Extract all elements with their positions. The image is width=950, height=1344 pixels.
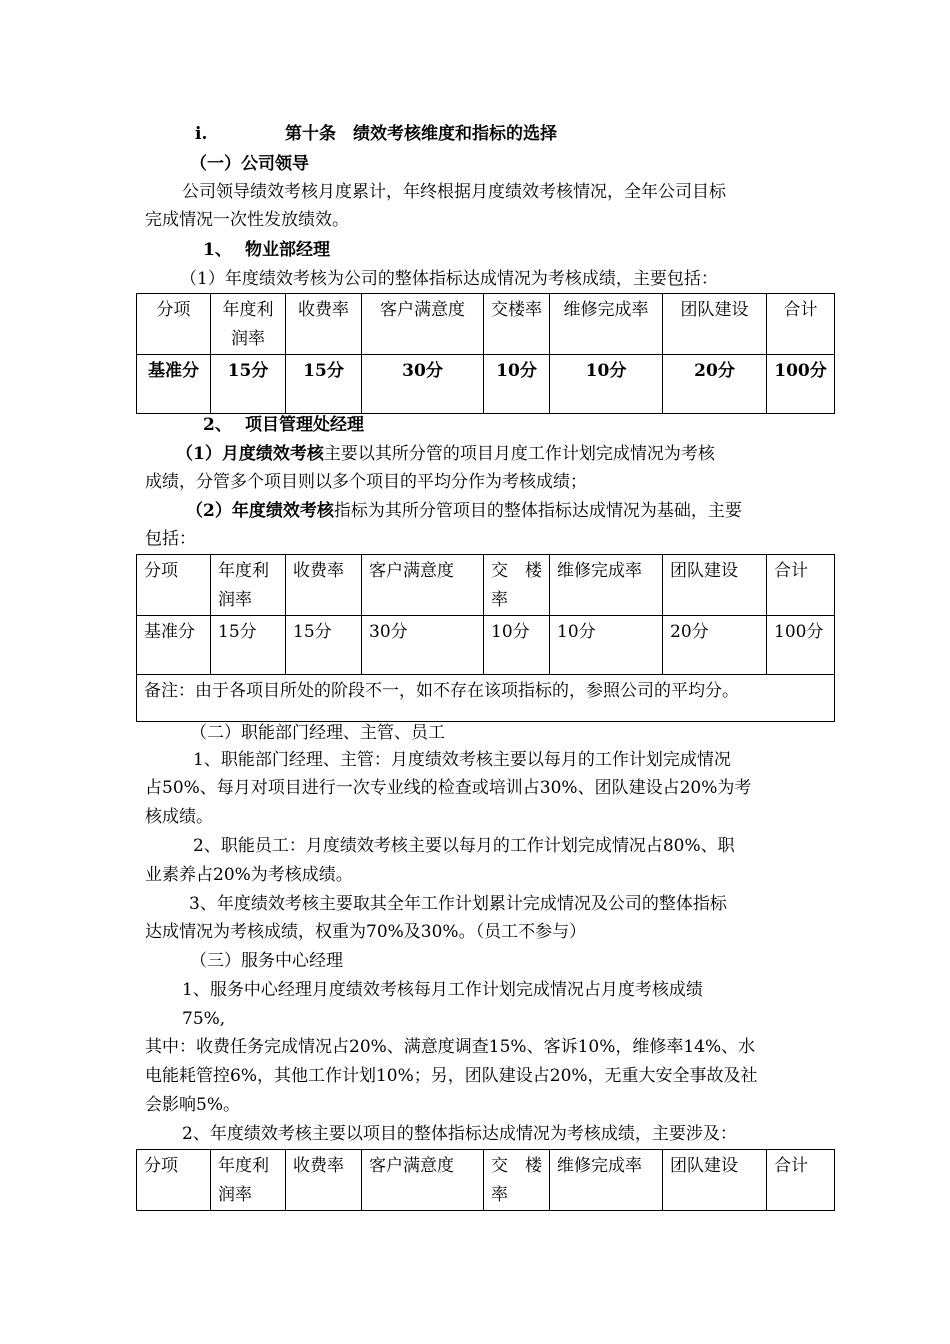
header-cell: 年度利润率 [211,555,286,616]
header-cell: 维修完成率 [550,294,663,355]
score-table-property-manager [136,293,835,414]
article-number: i. [195,124,208,144]
paragraph-text: 指标为其所分管项目的整体指标达成情况为基础，主要 [333,501,742,521]
bold-term: （2）年度绩效考核 [186,501,334,521]
score-cell: 15分 [286,616,362,675]
paragraph-line: 业素养占20%为考核成绩。 [145,865,353,885]
paragraph-line: 1、服务中心经理月度绩效考核每月工作计划完成情况占月度考核成绩 [182,980,703,1000]
score-cell: 10分 [550,616,663,675]
score-cell: 10分 [484,355,550,414]
paragraph-line: 成绩，分管多个项目则以多个项目的平均分作为考核成绩； [145,472,587,492]
paragraph-line [176,443,715,465]
paragraph-line: 电能耗管控6%，其他工作计划10%；另，团队建设占20%，无重大安全事故及社 [145,1066,758,1086]
paragraph-line: 包括： [145,529,196,549]
header-cell: 交 楼率 [484,1150,550,1211]
score-cell: 100分 [767,616,835,675]
header-cell: 年度利润率 [211,294,286,355]
score-cell: 20分 [663,616,767,675]
subsection-title-project-manager: 项目管理处经理 [245,415,364,435]
header-cell: 合计 [767,294,835,355]
score-cell: 基准分 [137,616,211,675]
header-cell: 维修完成率 [550,1150,663,1211]
paragraph-line: （1）年度绩效考核为公司的整体指标达成情况为考核成绩，主要包括： [180,269,718,289]
subsection-number: 2、 [203,415,232,435]
score-cell: 30分 [362,616,484,675]
paragraph-line: 其中：收费任务完成情况占20%、满意度调查15%、客诉10%，维修率14%、水 [145,1037,756,1057]
table-note: 备注：由于各项目所处的阶段不一，如不存在该项指标的，参照公司的平均分。 [137,675,835,722]
paragraph-line: 公司领导绩效考核月度累计，年终根据月度绩效考核情况，全年公司目标 [182,182,726,202]
paragraph-line: 1、职能部门经理、主管：月度绩效考核主要以每月的工作计划完成情况 [193,750,731,770]
score-cell: 100分 [767,355,835,414]
score-cell: 基准分 [137,355,211,414]
header-cell: 收费率 [286,555,362,616]
header-cell: 合计 [767,555,835,616]
header-cell: 分项 [137,1150,211,1211]
score-cell: 15分 [286,355,362,414]
section-heading-service-center: （三）服务中心经理 [190,951,343,971]
paragraph-line: 会影响5%。 [145,1095,240,1115]
score-cell: 20分 [663,355,767,414]
score-cell: 15分 [211,616,286,675]
header-cell: 客户满意度 [362,555,484,616]
header-cell: 交楼率 [484,294,550,355]
paragraph-text: 主要以其所分管的项目月度工作计划完成情况为考核 [323,444,715,464]
header-cell: 客户满意度 [362,1150,484,1211]
paragraph-line [186,500,742,522]
header-cell: 客户满意度 [362,294,484,355]
section-heading-company-leaders: （一）公司领导 [190,154,309,174]
score-cell: 15分 [211,355,286,414]
score-table-project-manager [136,554,835,722]
header-cell: 收费率 [286,1150,362,1211]
score-cell: 10分 [484,616,550,675]
paragraph-line: 2、职能员工：月度绩效考核主要以每月的工作计划完成情况占80%、职 [193,836,735,856]
score-cell: 10分 [550,355,663,414]
header-cell: 交 楼率 [484,555,550,616]
paragraph-line: 3、年度绩效考核主要取其全年工作计划累计完成情况及公司的整体指标 [189,894,727,914]
header-cell: 团队建设 [663,555,767,616]
article-title: 第十条 绩效考核维度和指标的选择 [285,124,557,144]
header-cell: 合计 [767,1150,835,1211]
score-table-service-center [136,1149,835,1211]
subsection-number: 1、 [203,240,232,260]
header-cell: 分项 [137,555,211,616]
paragraph-line: 达成情况为考核成绩，权重为70%及30%。（员工不参与） [145,922,587,942]
paragraph-line: 75%, [182,1009,226,1029]
score-cell: 30分 [362,355,484,414]
bold-term: （1）月度绩效考核 [176,444,324,464]
paragraph-line: 2、年度绩效考核主要以项目的整体指标达成情况为考核成绩，主要涉及： [182,1124,737,1144]
header-cell: 团队建设 [663,1150,767,1211]
header-cell: 分项 [137,294,211,355]
paragraph-line: 核成绩。 [145,807,213,827]
paragraph-line: 占50%、每月对项目进行一次专业线的检查或培训占30%、团队建设占20%为考 [145,778,752,798]
subsection-title-property-manager: 物业部经理 [245,240,330,260]
header-cell: 收费率 [286,294,362,355]
section-heading-functional-departments: （二）职能部门经理、主管、员工 [190,723,445,743]
header-cell: 维修完成率 [550,555,663,616]
header-cell: 团队建设 [663,294,767,355]
paragraph-line: 完成情况一次性发放绩效。 [145,210,349,230]
header-cell: 年度利润率 [211,1150,286,1211]
